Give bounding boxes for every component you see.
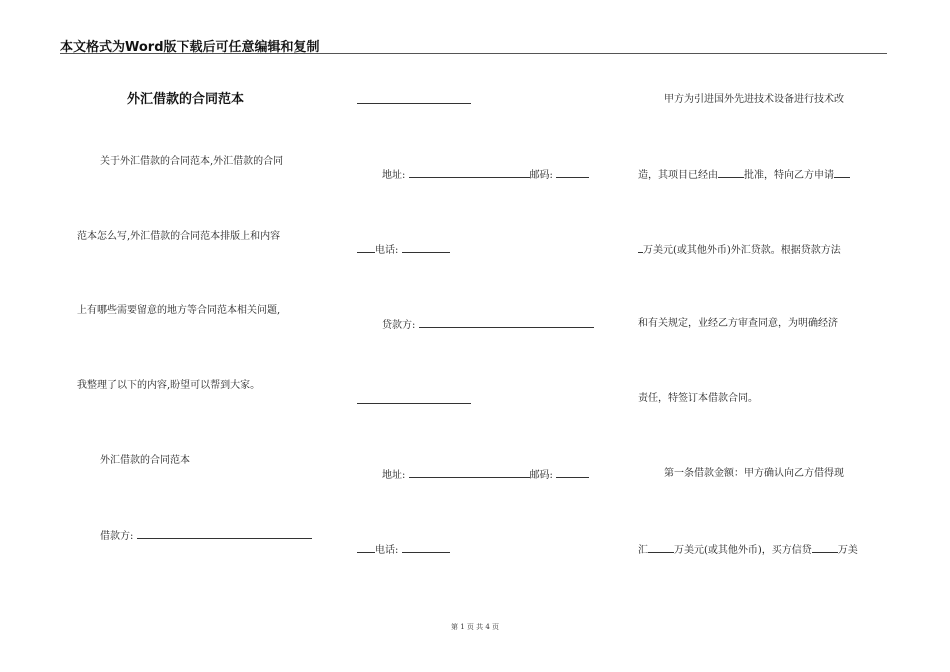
cash-amount-blank bbox=[648, 543, 674, 553]
paragraph-line bbox=[638, 543, 858, 557]
paragraph-line: 和有关规定，业经乙方审查同意，为明确经济 bbox=[638, 318, 838, 329]
line-text: 万美元(或其他外币)外汇贷款。根据贷款方法 bbox=[643, 245, 841, 256]
paragraph-line: 责任，特签订本借款合同。 bbox=[638, 393, 758, 404]
lender-label: 贷款方: bbox=[382, 320, 416, 331]
postcode-label: 邮码: bbox=[529, 170, 553, 181]
paragraph-line: 第一条借款金额：甲方确认向乙方借得现 bbox=[664, 468, 844, 479]
subtitle: 外汇借款的合同范本 bbox=[100, 455, 190, 466]
paragraph-line bbox=[638, 243, 841, 257]
phone-label: 电话: bbox=[375, 545, 399, 556]
paragraph-line: 甲方为引进国外先进技术设备进行技术改 bbox=[664, 94, 844, 105]
address-label: 地址: bbox=[382, 170, 406, 181]
borrower-blank bbox=[137, 529, 312, 539]
lender-blank bbox=[419, 318, 594, 328]
phone-label: 电话: bbox=[375, 245, 399, 256]
address-blank bbox=[409, 468, 530, 478]
paragraph-line: 范本怎么写,外汇借款的合同范本排版上和内容 bbox=[77, 231, 281, 242]
column-3 bbox=[638, 0, 888, 672]
borrower-label: 借款方: bbox=[100, 531, 134, 542]
line-text: 万美 bbox=[837, 545, 858, 556]
lender-row bbox=[382, 318, 594, 332]
postcode-label: 邮码: bbox=[529, 470, 553, 481]
postcode-blank bbox=[556, 468, 589, 478]
paragraph-line: 上有哪些需要留意的地方等合同范本相关问题, bbox=[77, 305, 281, 316]
line-text: 汇 bbox=[638, 545, 648, 556]
line-text: 万美元(或其他外币)，买方信贷 bbox=[674, 545, 812, 556]
phone-prefix-blank bbox=[357, 543, 375, 553]
phone-prefix-blank bbox=[357, 243, 375, 253]
phone-row bbox=[357, 543, 450, 557]
paragraph-line bbox=[638, 168, 850, 182]
address-row bbox=[382, 468, 589, 482]
phone-row bbox=[357, 243, 450, 257]
line-text: 造，其项目已经由 bbox=[638, 170, 718, 181]
approver-blank bbox=[718, 168, 744, 178]
name-blank-line bbox=[357, 403, 471, 404]
address-row bbox=[382, 168, 589, 182]
column-2 bbox=[357, 0, 607, 672]
phone-blank bbox=[402, 243, 450, 253]
address-label: 地址: bbox=[382, 470, 406, 481]
header-text: 本文格式为Word版下载后可任意编辑和复制 bbox=[60, 40, 320, 55]
paragraph-line: 我整理了以下的内容,盼望可以帮到大家。 bbox=[77, 380, 261, 391]
column-1 bbox=[77, 0, 327, 672]
phone-blank bbox=[402, 543, 450, 553]
borrower-field bbox=[100, 529, 312, 543]
document-title: 外汇借款的合同范本 bbox=[127, 92, 245, 107]
credit-amount-blank bbox=[812, 543, 838, 553]
amount-blank bbox=[834, 168, 850, 178]
page-number: 第 1 页 共 4 页 bbox=[450, 623, 500, 631]
paragraph-line: 关于外汇借款的合同范本,外汇借款的合同 bbox=[100, 156, 284, 167]
address-blank bbox=[409, 168, 530, 178]
postcode-blank bbox=[556, 168, 589, 178]
line-text: 批准，特向乙方申请 bbox=[744, 170, 834, 181]
name-blank-line bbox=[357, 103, 471, 104]
